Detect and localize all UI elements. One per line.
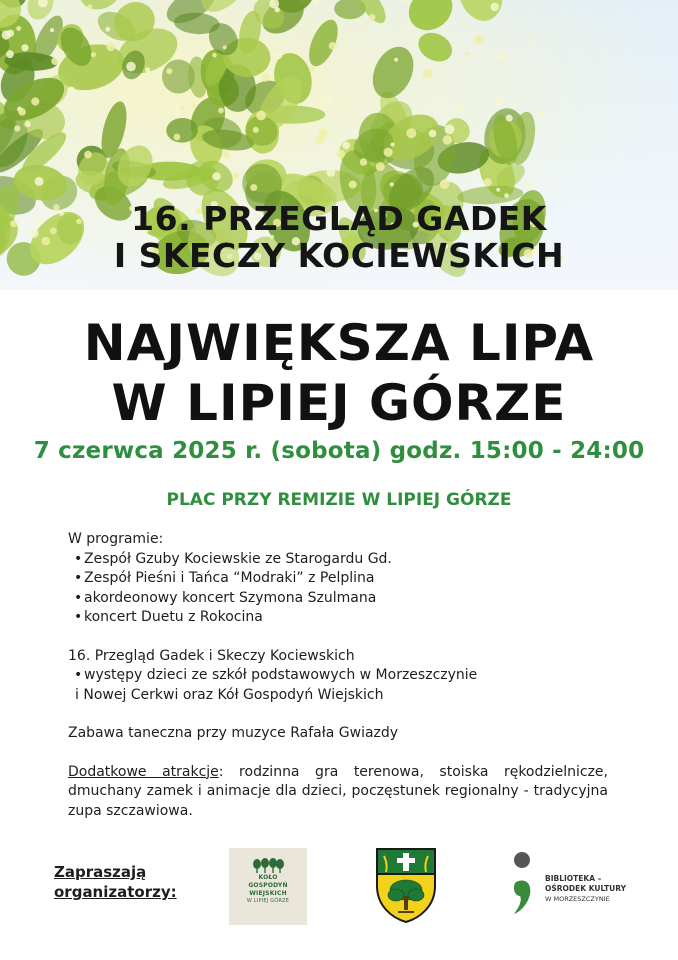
kgw-line3: WIEJSKICH (249, 890, 287, 897)
library-logo (510, 852, 660, 916)
main-title (0, 313, 678, 433)
kgw-line4: W LIPIEJ GÓRZE (246, 898, 290, 904)
list-item: • koncert Duetu z Rokocina (68, 608, 608, 628)
review-list (68, 666, 608, 705)
list-item: • Zespół Pieśni i Tańca “Modraki” z Pelplina (68, 569, 608, 589)
kgw-line2: GOSPODYŃ (248, 882, 288, 889)
list-item: • Zespół Gzuby Kociewskie ze Starogardu Gd. (68, 550, 608, 570)
extra-attractions-label: Dodatkowe atrakcje (68, 763, 219, 780)
event-place: PLAC PRZY REMIZIE W LIPIEJ GÓRZE (166, 490, 512, 510)
organizers-label (54, 862, 177, 902)
library-name (545, 874, 626, 904)
organizers-label-line2: organizatorzy: (54, 883, 177, 901)
review-item-line2: i Nowej Cerkwi oraz Kół Gospodyń Wiejskich (75, 686, 384, 703)
list-item (68, 666, 608, 705)
program-list (68, 550, 608, 628)
main-title-line1: NAJWIĘKSZA LIPA (83, 314, 595, 372)
organizers-label-line1: Zapraszają (54, 863, 147, 881)
kgw-logo (229, 848, 307, 925)
kgw-trees-icon (251, 858, 285, 874)
event-date: 7 czerwca 2025 r. (sobota) godz. 15:00 - 24:00 (33, 438, 645, 464)
review-heading: 16. Przegląd Gadek i Skeczy Kociewskich (68, 647, 355, 664)
library-line1: BIBLIOTEKA – (545, 874, 602, 883)
library-logo-icon (510, 852, 538, 916)
event-subtitle-line2: I SKECZY KOCIEWSKICH (113, 236, 565, 275)
list-item: • akordeonowy koncert Szymona Szulmana (68, 589, 608, 609)
program-heading: W programie: (68, 531, 164, 547)
coat-of-arms-icon (374, 846, 438, 924)
program-section (68, 530, 608, 821)
event-subtitle (0, 200, 678, 274)
library-line3: W MORZESZCZYNIE (545, 895, 610, 903)
dance-info: Zabawa taneczna przy muzyce Rafała Gwiazdy (68, 725, 399, 741)
extra-attractions (68, 763, 608, 822)
kgw-line1: KOŁO (258, 874, 278, 881)
event-subtitle-line1: 16. PRZEGLĄD GADEK (131, 199, 547, 238)
hero-photo (0, 0, 678, 290)
library-line2: OŚRODEK KULTURY (545, 884, 627, 893)
main-title-line2: W LIPIEJ GÓRZE (111, 374, 567, 432)
review-item-line1: występy dzieci ze szkół podstawowych w Morzeszczynie (84, 667, 478, 683)
extra-attractions-text: : rodzinna gra terenowa, stoiska rękodzielnicze, dmuchany zamek i animacje dla dzieci, poczęstunek regionalny - tradycyjna zupa szczawiowa. (68, 763, 608, 819)
